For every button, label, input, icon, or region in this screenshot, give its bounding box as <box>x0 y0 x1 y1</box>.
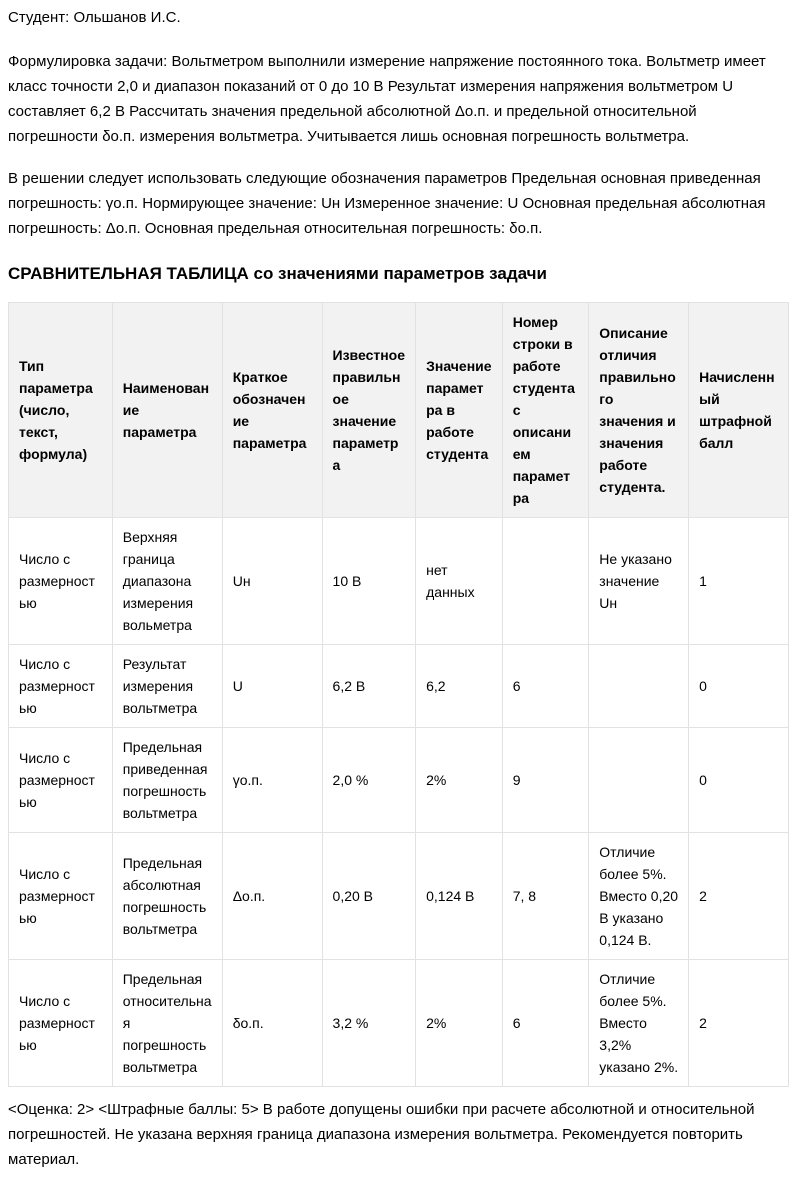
table-cell: U <box>222 645 322 728</box>
table-row <box>9 645 789 728</box>
table-cell: 9 <box>502 728 589 833</box>
table-cell: 7, 8 <box>502 833 589 960</box>
task-paragraph: Формулировка задачи: Вольтметром выполнили измерение напряжение постоянного тока. Вольтметр имеет класс точности 2,0 и диапазон показаний от 0 до 10 В Результат измерения напряжения вольтметром U составляет 6,2 В Рассчитать значения предельной абсолютной Δо.п. и предельной относительной погрешности δо.п. измерения вольтметра. Учитывается лишь основная погрешность вольтметра. <box>8 53 766 145</box>
table-cell: 6 <box>502 645 589 728</box>
table-title: СРАВНИТЕЛЬНАЯ ТАБЛИЦА со значениями параметров задачи <box>8 264 547 283</box>
table-cell: Не указано значение Uн <box>589 518 689 645</box>
table-cell <box>502 518 589 645</box>
table-header <box>9 303 789 518</box>
table-cell: Uн <box>222 518 322 645</box>
header-cell-param-type: Тип параметра (число, текст, формула) <box>9 303 113 518</box>
header-cell-short-designation: Краткое обозначение параметра <box>222 303 322 518</box>
table-cell: Предельная абсолютная погрешность вольтметра <box>112 833 222 960</box>
table-cell: Предельная относительная погрешность вольтметра <box>112 960 222 1087</box>
table-cell: Δо.п. <box>222 833 322 960</box>
table-cell: Результат измерения вольтметра <box>112 645 222 728</box>
notation-paragraph: В решении следует использовать следующие обозначения параметров Предельная основная приведенная погрешность: γо.п. Нормирующее значение: Uн Измеренное значение: U Основная предельная абсолютная погрешность: Δо.п. Основная предельная относительная погрешность: δо.п. <box>8 170 766 237</box>
header-cell-known-correct-value: Известное правильное значение параметра <box>322 303 416 518</box>
table-cell: 2% <box>416 728 503 833</box>
table-cell <box>589 728 689 833</box>
table-cell: Верхняя граница диапазона измерения вольметра <box>112 518 222 645</box>
comparison-table <box>8 302 789 1087</box>
table-cell: Число с размерностью <box>9 645 113 728</box>
table-cell: 2,0 % <box>322 728 416 833</box>
header-cell-param-name: Наименование параметра <box>112 303 222 518</box>
table-cell: 2 <box>689 833 789 960</box>
table-cell: 0 <box>689 645 789 728</box>
table-cell: Число с размерностью <box>9 833 113 960</box>
table-row <box>9 960 789 1087</box>
header-cell-penalty-points: Начисленный штрафной балл <box>689 303 789 518</box>
table-cell: 2% <box>416 960 503 1087</box>
table-cell: 3,2 % <box>322 960 416 1087</box>
table-cell: δо.п. <box>222 960 322 1087</box>
table-cell: 2 <box>689 960 789 1087</box>
table-cell: Число с размерностью <box>9 960 113 1087</box>
table-cell: 6,2 В <box>322 645 416 728</box>
table-cell: 6,2 <box>416 645 503 728</box>
table-cell: 6 <box>502 960 589 1087</box>
table-row <box>9 728 789 833</box>
table-cell <box>589 645 689 728</box>
table-cell: Предельная приведенная погрешность вольтметра <box>112 728 222 833</box>
table-cell: 10 В <box>322 518 416 645</box>
table-row <box>9 833 789 960</box>
table-cell: нет данных <box>416 518 503 645</box>
evaluation-footer: <Оценка: 2> <Штрафные баллы: 5> В работе допущены ошибки при расчете абсолютной и относительной погрешностей. Не указана верхняя граница диапазона измерения вольтметра. Рекомендуется повторить материал. <box>8 1101 755 1168</box>
header-row <box>9 303 789 518</box>
table-cell: γо.п. <box>222 728 322 833</box>
table-cell: Отличие более 5%. Вместо 3,2% указано 2%. <box>589 960 689 1087</box>
table-cell: Число с размерностью <box>9 518 113 645</box>
table-cell: Отличие более 5%. Вместо 0,20 В указано 0,124 В. <box>589 833 689 960</box>
table-cell: 0,124 В <box>416 833 503 960</box>
table-cell: 0 <box>689 728 789 833</box>
table-body <box>9 518 789 1087</box>
student-line: Студент: Ольшанов И.С. <box>8 9 181 26</box>
table-cell: 0,20 В <box>322 833 416 960</box>
table-row <box>9 518 789 645</box>
table-cell: Число с размерностью <box>9 728 113 833</box>
header-cell-difference-description: Описание отличия правильного значения и значения работе студента. <box>589 303 689 518</box>
table-cell: 1 <box>689 518 789 645</box>
header-cell-line-number: Номер строки в работе студента с описанием параметра <box>502 303 589 518</box>
header-cell-student-value: Значение параметра в работе студента <box>416 303 503 518</box>
